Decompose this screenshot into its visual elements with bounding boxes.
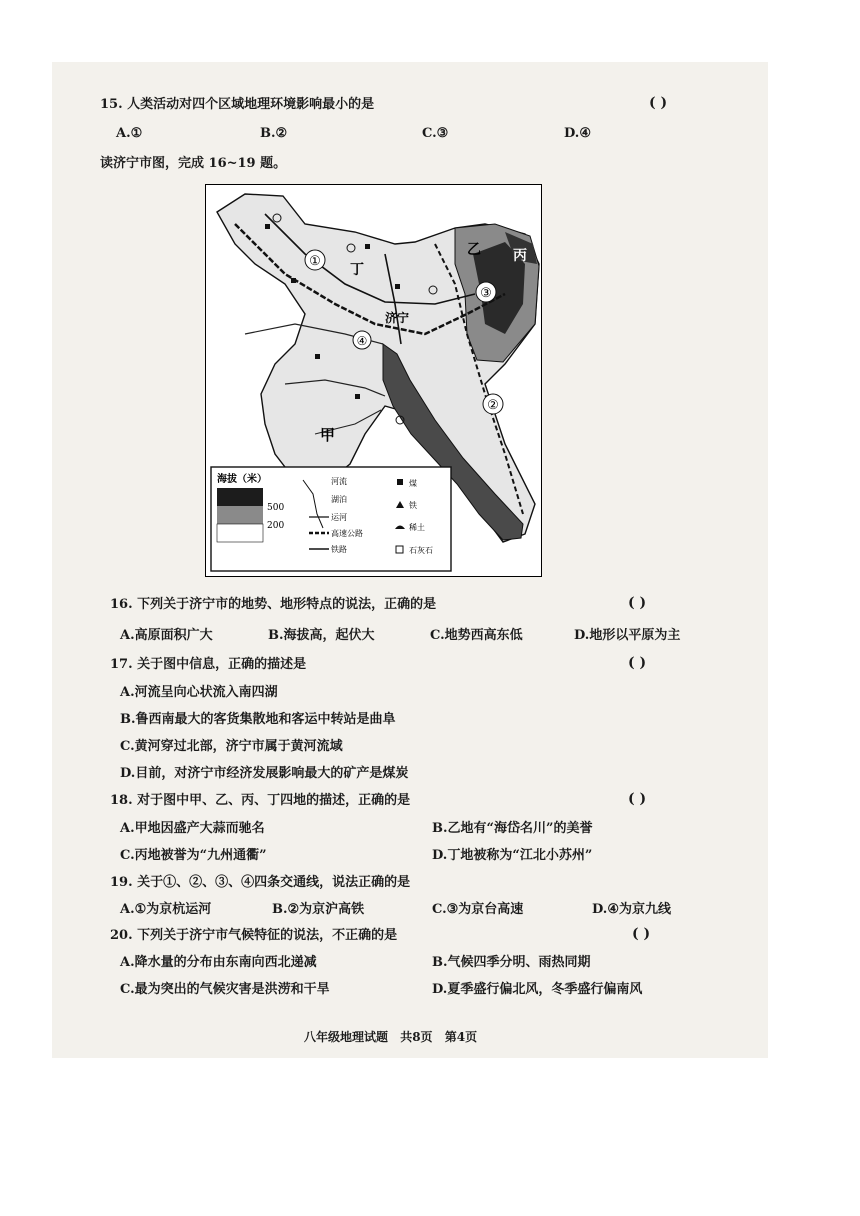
region-bing-label: 丙 <box>513 248 527 264</box>
q17-option-b: B.鲁西南最大的客货集散地和客运中转站是曲阜 <box>120 712 396 727</box>
q19-option-a: A.①为京杭运河 <box>120 902 212 917</box>
footer-total-pages: 共8页 <box>400 1030 433 1044</box>
footer-title: 八年级地理试题 <box>304 1030 389 1044</box>
q15-option-b: B.② <box>260 126 288 141</box>
q18-stem: 18. 对于图中甲、乙、丙、丁四地的描述，正确的是 <box>110 793 411 808</box>
q18-option-b: B.乙地有“海岱名川”的美誉 <box>432 821 593 836</box>
route-4-label: ④ <box>356 334 368 348</box>
legend-coal: 煤 <box>409 479 417 488</box>
q15-answer-paren: ( ) <box>649 95 668 111</box>
legend-railway: 铁路 <box>331 545 347 554</box>
q17-option-c: C.黄河穿过北部，济宁市属于黄河流域 <box>120 739 343 754</box>
q19-option-d: D.④为京九线 <box>592 902 671 917</box>
legend-river: 河流 <box>331 477 347 486</box>
q17-answer-paren: ( ) <box>628 655 647 671</box>
q19-option-c: C.③为京台高速 <box>432 902 524 917</box>
q15-option-c: C.③ <box>422 126 449 141</box>
exam-page <box>52 62 768 1058</box>
region-jia-label: 甲 <box>320 426 336 444</box>
legend-expressway: 高速公路 <box>331 529 363 538</box>
footer-page-number: 第4页 <box>444 1030 478 1044</box>
route-1-label: ① <box>309 254 321 269</box>
page-footer <box>304 1028 485 1045</box>
q20-option-c: C.最为突出的气候灾害是洪涝和干旱 <box>120 982 330 997</box>
legend-iron: 铁 <box>409 501 417 510</box>
q16-answer-paren: ( ) <box>628 595 647 611</box>
q20-stem: 20. 下列关于济宁市气候特征的说法，不正确的是 <box>110 928 398 943</box>
q18-option-a: A.甲地因盛产大蒜而驰名 <box>120 821 265 836</box>
legend-canal: 运河 <box>331 513 347 522</box>
q18-option-c: C.丙地被誉为“九州通衢” <box>120 848 267 863</box>
q15-stem: 15. 人类活动对四个区域地理环境影响最小的是 <box>100 97 375 112</box>
q15-option-d: D.④ <box>564 126 591 141</box>
region-yi-label: 乙 <box>467 242 481 258</box>
legend-limestone: 石灰石 <box>409 546 433 555</box>
legend-rare-earth: 稀土 <box>409 523 425 532</box>
route-3-label: ③ <box>480 286 492 301</box>
route-2-label: ② <box>487 398 499 413</box>
legend-lake: 湖泊 <box>331 495 347 504</box>
q16-stem: 16. 下列关于济宁市的地势、地形特点的说法，正确的是 <box>110 597 437 612</box>
q19-option-b: B.②为京沪高铁 <box>272 902 365 917</box>
q18-option-d: D.丁地被称为“江北小苏州” <box>432 848 593 863</box>
region-ding-label: 丁 <box>350 262 364 278</box>
map-intro: 读济宁市图，完成 16~19 题。 <box>100 156 287 171</box>
map-legend <box>211 467 451 571</box>
q18-answer-paren: ( ) <box>628 791 647 807</box>
q20-answer-paren: ( ) <box>632 926 651 942</box>
legend-level-500: 500 <box>267 503 285 513</box>
q17-option-a: A.河流呈向心状流入南四湖 <box>120 685 278 700</box>
q20-option-d: D.夏季盛行偏北风，冬季盛行偏南风 <box>432 982 643 997</box>
q17-stem: 17. 关于图中信息，正确的描述是 <box>110 657 307 672</box>
city-jining-label: 济宁 <box>385 311 410 325</box>
q15-option-a: A.① <box>116 126 143 141</box>
legend-level-200: 200 <box>267 521 285 531</box>
q19-stem: 19. 关于①、②、③、④四条交通线，说法正确的是 <box>110 875 411 890</box>
legend-title: 海拔（米） <box>217 474 267 485</box>
q20-option-a: A.降水量的分布由东南向西北递减 <box>120 955 317 970</box>
jining-map <box>205 184 542 577</box>
q16-option-c: C.地势西高东低 <box>430 628 523 643</box>
q20-option-b: B.气候四季分明、雨热同期 <box>432 955 591 970</box>
q16-option-a: A.高原面积广大 <box>120 628 213 643</box>
q16-option-d: D.地形以平原为主 <box>574 628 681 643</box>
q17-option-d: D.目前，对济宁市经济发展影响最大的矿产是煤炭 <box>120 766 409 781</box>
q16-option-b: B.海拔高，起伏大 <box>268 628 375 643</box>
